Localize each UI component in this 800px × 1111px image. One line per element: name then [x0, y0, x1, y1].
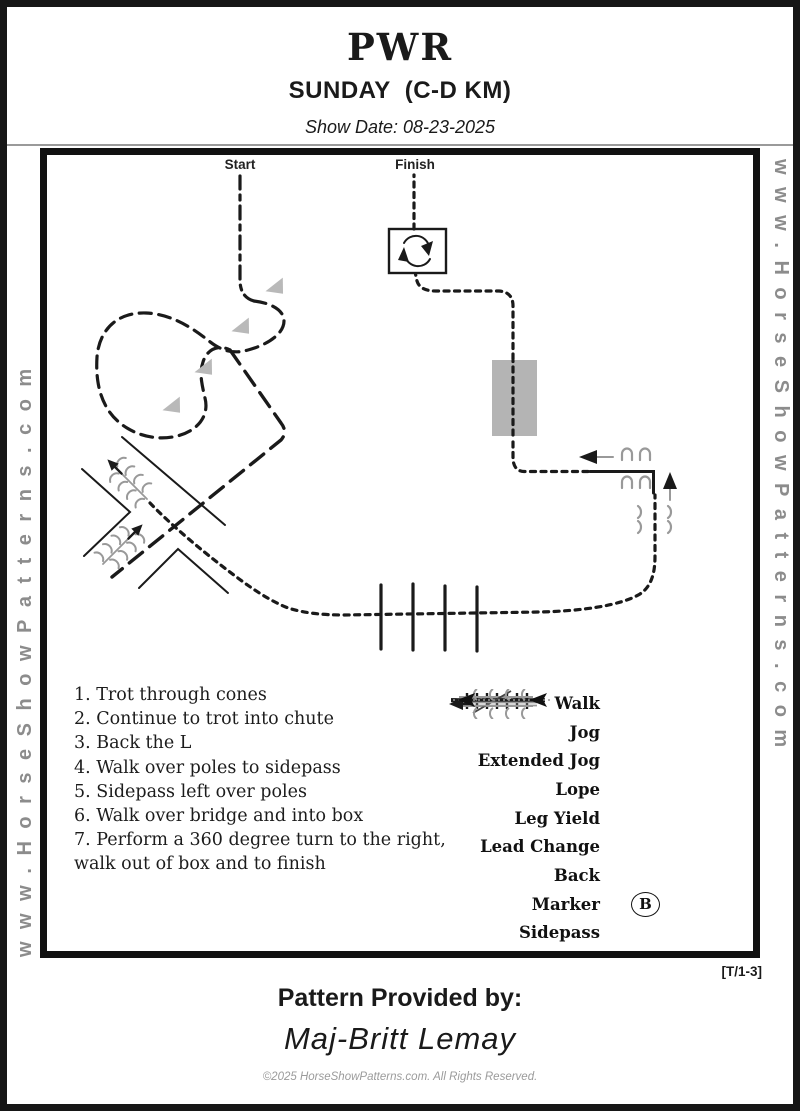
legend-label: Back: [553, 865, 600, 885]
cone-icon: [230, 318, 251, 336]
instruction-line: 1. Trot through cones: [74, 685, 267, 705]
page-title: PWR: [346, 25, 454, 69]
back-symbol-lower: [93, 515, 152, 574]
watermark-right: www.HorseShowPatterns.com: [770, 159, 792, 760]
cone-icon: [161, 397, 182, 415]
instruction-line: 7. Perform a 360 degree turn to the right, walk out of box and to finish: [74, 830, 446, 875]
legend-label: Walk: [554, 693, 600, 713]
sidepass-hoofprints: [622, 449, 671, 534]
legend-label: Extended Jog: [477, 751, 600, 771]
provided-by-label: Pattern Provided by:: [277, 984, 523, 1012]
legend-row-back: [445, 861, 745, 890]
start-path: [240, 176, 254, 301]
legend-label: Sidepass: [518, 923, 600, 943]
provider-name: Maj-Britt Lemay: [283, 1021, 517, 1056]
cone-icon: [264, 278, 285, 296]
legend-row-lead-change: [445, 832, 745, 861]
walk-path-to-bridge: [513, 437, 588, 472]
gait-legend: [445, 689, 745, 947]
legend-row-sidepass: [445, 919, 745, 948]
legend-row-leg-yield: [445, 804, 745, 833]
walk-over-poles: [381, 584, 477, 651]
instruction-list: [74, 683, 492, 877]
instruction-line: 6. Walk over bridge and into box: [74, 806, 364, 827]
walk-up-arrow: [663, 472, 677, 500]
start-label: Start: [224, 157, 256, 172]
walk-path-lower: [150, 495, 655, 615]
back-chute-rails: [82, 437, 228, 593]
sidepass-arrow-icon: [457, 693, 475, 707]
sheet-ref: [T/1-3]: [721, 964, 762, 979]
legend-label: Leg Yield: [514, 808, 600, 828]
instruction-line: 3. Back the L: [74, 733, 192, 754]
header-divider: [7, 144, 793, 146]
legend-label: Jog: [569, 722, 600, 742]
instruction-line: 5. Sidepass left over poles: [74, 781, 307, 802]
legend-row-lope: [445, 775, 745, 804]
trot-to-chute-path: [112, 350, 285, 577]
serpentine-path: [97, 301, 284, 438]
sidepass-sample: [445, 689, 563, 711]
walk-path-to-box: [416, 274, 514, 359]
sidepass-left-arrow: [579, 450, 613, 464]
marker-icon: B: [631, 892, 660, 917]
legend-row-jog: [445, 718, 745, 747]
instruction-line: 4. Walk over poles to sidepass: [74, 757, 341, 778]
legend-row-extended-jog: [445, 746, 745, 775]
show-date: Show Date: 08-23-2025: [304, 117, 496, 137]
class-subtitle: SUNDAY (C-D KM): [288, 77, 512, 104]
legend-label: Lead Change: [480, 837, 600, 857]
watermark-left: www.HorseShowPatterns.com: [14, 356, 36, 957]
legend-label: Lope: [555, 779, 600, 799]
pattern-area: [40, 148, 760, 958]
copyright-line: ©2025 HorseShowPatterns.com. All Rights Reserved.: [262, 1071, 538, 1083]
legend-label: Marker: [531, 894, 600, 914]
cone-icons: [161, 278, 285, 415]
finish-label: Finish: [395, 157, 435, 172]
instruction-line: 2. Continue to trot into chute: [74, 709, 334, 730]
legend-row-marker: [445, 890, 745, 919]
